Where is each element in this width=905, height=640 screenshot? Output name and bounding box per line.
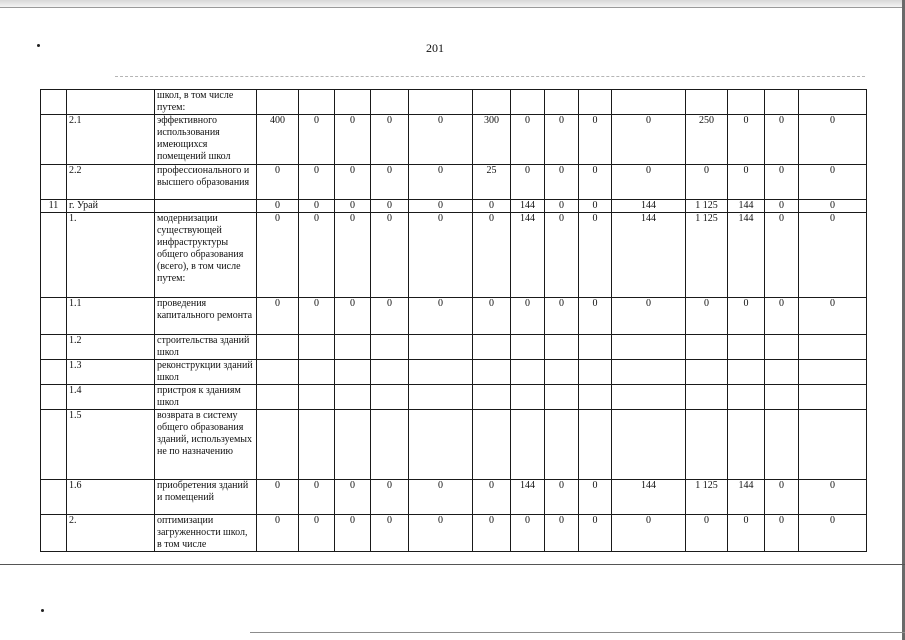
row-code-cell: 1.6 xyxy=(67,480,155,515)
value-cell xyxy=(765,360,799,385)
value-cell: 0 xyxy=(545,298,579,335)
value-cell: 0 xyxy=(335,200,371,213)
value-cell xyxy=(257,410,299,480)
value-cell: 0 xyxy=(686,165,728,200)
value-cell: 300 xyxy=(473,115,511,165)
value-cell: 0 xyxy=(409,213,473,298)
value-cell: 0 xyxy=(545,480,579,515)
value-cell xyxy=(765,410,799,480)
row-index-cell xyxy=(41,515,67,552)
value-cell xyxy=(371,90,409,115)
value-cell: 0 xyxy=(511,115,545,165)
value-cell xyxy=(257,335,299,360)
value-cell: 0 xyxy=(257,298,299,335)
value-cell: 0 xyxy=(799,213,867,298)
value-cell: 0 xyxy=(299,298,335,335)
value-cell xyxy=(335,90,371,115)
value-cell: 0 xyxy=(299,480,335,515)
value-cell: 0 xyxy=(371,515,409,552)
value-cell: 0 xyxy=(612,115,686,165)
value-cell xyxy=(371,335,409,360)
value-cell: 0 xyxy=(473,298,511,335)
value-cell: 1 125 xyxy=(686,200,728,213)
table-row xyxy=(41,200,867,213)
value-cell xyxy=(728,90,765,115)
value-cell: 0 xyxy=(799,115,867,165)
value-cell: 0 xyxy=(799,165,867,200)
value-cell: 0 xyxy=(579,165,612,200)
table-row xyxy=(41,480,867,515)
table-row xyxy=(41,385,867,410)
value-cell: 0 xyxy=(765,200,799,213)
value-cell: 0 xyxy=(257,515,299,552)
value-cell xyxy=(473,410,511,480)
row-index-cell xyxy=(41,213,67,298)
row-index-cell xyxy=(41,360,67,385)
value-cell xyxy=(409,90,473,115)
value-cell: 0 xyxy=(257,213,299,298)
row-index-cell: 11 xyxy=(41,200,67,213)
value-cell: 144 xyxy=(728,480,765,515)
value-cell xyxy=(612,335,686,360)
value-cell: 0 xyxy=(612,515,686,552)
value-cell xyxy=(799,360,867,385)
value-cell xyxy=(299,360,335,385)
value-cell: 0 xyxy=(799,298,867,335)
value-cell xyxy=(299,385,335,410)
table-body xyxy=(41,90,867,552)
table-row xyxy=(41,298,867,335)
table-row xyxy=(41,410,867,480)
value-cell: 0 xyxy=(765,115,799,165)
value-cell: 0 xyxy=(257,165,299,200)
value-cell xyxy=(335,385,371,410)
value-cell xyxy=(728,335,765,360)
row-code-cell: 1.3 xyxy=(67,360,155,385)
value-cell xyxy=(579,410,612,480)
value-cell xyxy=(409,410,473,480)
table-row xyxy=(41,335,867,360)
value-cell xyxy=(799,410,867,480)
value-cell xyxy=(511,335,545,360)
value-cell xyxy=(511,410,545,480)
value-cell: 0 xyxy=(299,515,335,552)
value-cell: 0 xyxy=(545,515,579,552)
value-cell: 0 xyxy=(371,165,409,200)
row-code-cell xyxy=(67,90,155,115)
value-cell xyxy=(545,410,579,480)
header-divider xyxy=(115,76,865,77)
value-cell: 144 xyxy=(612,200,686,213)
row-label-cell: оптимизации загруженности школ, в том числе xyxy=(155,515,257,552)
row-label-cell: приобретения зданий и помещений xyxy=(155,480,257,515)
table-row xyxy=(41,90,867,115)
row-code-cell: 1.2 xyxy=(67,335,155,360)
value-cell xyxy=(799,90,867,115)
scan-speck xyxy=(37,44,40,47)
value-cell: 0 xyxy=(545,115,579,165)
value-cell xyxy=(728,385,765,410)
value-cell: 0 xyxy=(371,298,409,335)
row-label-cell: реконструкции зданий школ xyxy=(155,360,257,385)
value-cell: 144 xyxy=(612,213,686,298)
value-cell xyxy=(579,335,612,360)
value-cell xyxy=(765,385,799,410)
value-cell: 0 xyxy=(765,213,799,298)
value-cell: 0 xyxy=(299,213,335,298)
value-cell xyxy=(579,90,612,115)
value-cell: 0 xyxy=(765,515,799,552)
value-cell: 0 xyxy=(371,480,409,515)
value-cell: 0 xyxy=(473,480,511,515)
value-cell: 0 xyxy=(299,165,335,200)
value-cell xyxy=(686,90,728,115)
row-label-cell: модернизации существующей инфраструктуры общего образования (всего), в том числе путем: xyxy=(155,213,257,298)
value-cell: 0 xyxy=(257,480,299,515)
value-cell: 0 xyxy=(409,480,473,515)
row-code-cell: 2.2 xyxy=(67,165,155,200)
value-cell: 0 xyxy=(579,200,612,213)
value-cell: 0 xyxy=(299,115,335,165)
row-code-cell: г. Урай xyxy=(67,200,155,213)
value-cell: 0 xyxy=(335,298,371,335)
row-label-cell xyxy=(155,200,257,213)
value-cell: 0 xyxy=(257,200,299,213)
value-cell xyxy=(545,385,579,410)
row-index-cell xyxy=(41,115,67,165)
value-cell: 0 xyxy=(728,515,765,552)
row-index-cell xyxy=(41,410,67,480)
value-cell: 0 xyxy=(728,298,765,335)
value-cell: 0 xyxy=(335,213,371,298)
value-cell: 0 xyxy=(545,213,579,298)
value-cell: 0 xyxy=(335,515,371,552)
value-cell: 0 xyxy=(409,165,473,200)
value-cell: 0 xyxy=(335,480,371,515)
value-cell: 0 xyxy=(511,515,545,552)
value-cell: 0 xyxy=(686,515,728,552)
row-index-cell xyxy=(41,298,67,335)
value-cell xyxy=(473,90,511,115)
value-cell: 0 xyxy=(612,298,686,335)
value-cell xyxy=(335,360,371,385)
value-cell: 0 xyxy=(511,298,545,335)
value-cell xyxy=(257,90,299,115)
value-cell: 144 xyxy=(511,200,545,213)
value-cell: 0 xyxy=(765,165,799,200)
value-cell xyxy=(728,410,765,480)
value-cell: 0 xyxy=(335,165,371,200)
value-cell: 0 xyxy=(409,200,473,213)
table-row xyxy=(41,165,867,200)
value-cell xyxy=(765,335,799,360)
row-index-cell xyxy=(41,385,67,410)
row-label-cell: профессионального и высшего образования xyxy=(155,165,257,200)
value-cell xyxy=(799,335,867,360)
row-label-cell: пристроя к зданиям школ xyxy=(155,385,257,410)
row-code-cell: 2. xyxy=(67,515,155,552)
value-cell xyxy=(409,335,473,360)
value-cell xyxy=(799,385,867,410)
scan-edge-top xyxy=(0,0,905,8)
value-cell xyxy=(686,360,728,385)
table-row xyxy=(41,515,867,552)
scan-speck xyxy=(41,609,44,612)
value-cell: 0 xyxy=(728,115,765,165)
value-cell: 0 xyxy=(765,480,799,515)
value-cell xyxy=(511,385,545,410)
value-cell: 0 xyxy=(473,515,511,552)
value-cell: 0 xyxy=(299,200,335,213)
value-cell xyxy=(335,335,371,360)
value-cell: 0 xyxy=(371,115,409,165)
value-cell xyxy=(612,410,686,480)
value-cell: 144 xyxy=(511,480,545,515)
row-index-cell xyxy=(41,335,67,360)
value-cell xyxy=(579,360,612,385)
value-cell: 0 xyxy=(511,165,545,200)
value-cell: 1 125 xyxy=(686,480,728,515)
value-cell: 0 xyxy=(612,165,686,200)
value-cell xyxy=(299,410,335,480)
value-cell: 0 xyxy=(579,115,612,165)
value-cell xyxy=(473,385,511,410)
value-cell xyxy=(686,385,728,410)
value-cell xyxy=(728,360,765,385)
value-cell xyxy=(686,335,728,360)
value-cell: 0 xyxy=(409,298,473,335)
row-label-cell: строительства зданий школ xyxy=(155,335,257,360)
value-cell: 0 xyxy=(473,213,511,298)
value-cell xyxy=(299,335,335,360)
table-row xyxy=(41,115,867,165)
page-number: 201 xyxy=(426,41,444,55)
value-cell xyxy=(545,335,579,360)
value-cell: 0 xyxy=(409,515,473,552)
value-cell xyxy=(765,90,799,115)
value-cell xyxy=(686,410,728,480)
row-index-cell xyxy=(41,480,67,515)
value-cell: 0 xyxy=(799,480,867,515)
value-cell xyxy=(473,335,511,360)
row-label-cell: возврата в систему общего образования зданий, используемых не по назначению xyxy=(155,410,257,480)
row-code-cell: 1.1 xyxy=(67,298,155,335)
value-cell: 0 xyxy=(335,115,371,165)
value-cell xyxy=(545,90,579,115)
value-cell xyxy=(371,410,409,480)
row-index-cell xyxy=(41,90,67,115)
row-label-cell: эффективного использования имеющихся помещений школ xyxy=(155,115,257,165)
value-cell: 0 xyxy=(579,213,612,298)
value-cell: 144 xyxy=(728,213,765,298)
data-table xyxy=(40,89,867,552)
value-cell: 0 xyxy=(545,200,579,213)
value-cell xyxy=(335,410,371,480)
value-cell xyxy=(511,360,545,385)
value-cell: 0 xyxy=(686,298,728,335)
value-cell xyxy=(473,360,511,385)
value-cell: 0 xyxy=(409,115,473,165)
table-row xyxy=(41,360,867,385)
value-cell: 400 xyxy=(257,115,299,165)
value-cell: 0 xyxy=(371,213,409,298)
value-cell: 1 125 xyxy=(686,213,728,298)
value-cell: 144 xyxy=(511,213,545,298)
row-label-cell: школ, в том числе путем: xyxy=(155,90,257,115)
row-code-cell: 1.5 xyxy=(67,410,155,480)
value-cell: 0 xyxy=(799,200,867,213)
value-cell: 0 xyxy=(579,515,612,552)
value-cell: 0 xyxy=(765,298,799,335)
value-cell xyxy=(511,90,545,115)
value-cell: 25 xyxy=(473,165,511,200)
scan-edge-bottom xyxy=(250,632,905,633)
page-bottom-rule xyxy=(0,564,905,565)
value-cell xyxy=(579,385,612,410)
value-cell: 0 xyxy=(545,165,579,200)
value-cell: 0 xyxy=(728,165,765,200)
table-row xyxy=(41,213,867,298)
row-code-cell: 1. xyxy=(67,213,155,298)
value-cell xyxy=(409,360,473,385)
value-cell: 0 xyxy=(579,480,612,515)
value-cell xyxy=(257,385,299,410)
value-cell: 144 xyxy=(612,480,686,515)
value-cell xyxy=(257,360,299,385)
value-cell xyxy=(299,90,335,115)
value-cell xyxy=(371,385,409,410)
value-cell: 0 xyxy=(473,200,511,213)
value-cell xyxy=(545,360,579,385)
value-cell xyxy=(612,360,686,385)
row-label-cell: проведения капитального ремонта xyxy=(155,298,257,335)
value-cell: 0 xyxy=(579,298,612,335)
row-code-cell: 2.1 xyxy=(67,115,155,165)
value-cell xyxy=(409,385,473,410)
value-cell: 250 xyxy=(686,115,728,165)
value-cell xyxy=(371,360,409,385)
value-cell: 0 xyxy=(371,200,409,213)
row-code-cell: 1.4 xyxy=(67,385,155,410)
value-cell: 144 xyxy=(728,200,765,213)
value-cell xyxy=(612,90,686,115)
row-index-cell xyxy=(41,165,67,200)
value-cell xyxy=(612,385,686,410)
value-cell: 0 xyxy=(799,515,867,552)
